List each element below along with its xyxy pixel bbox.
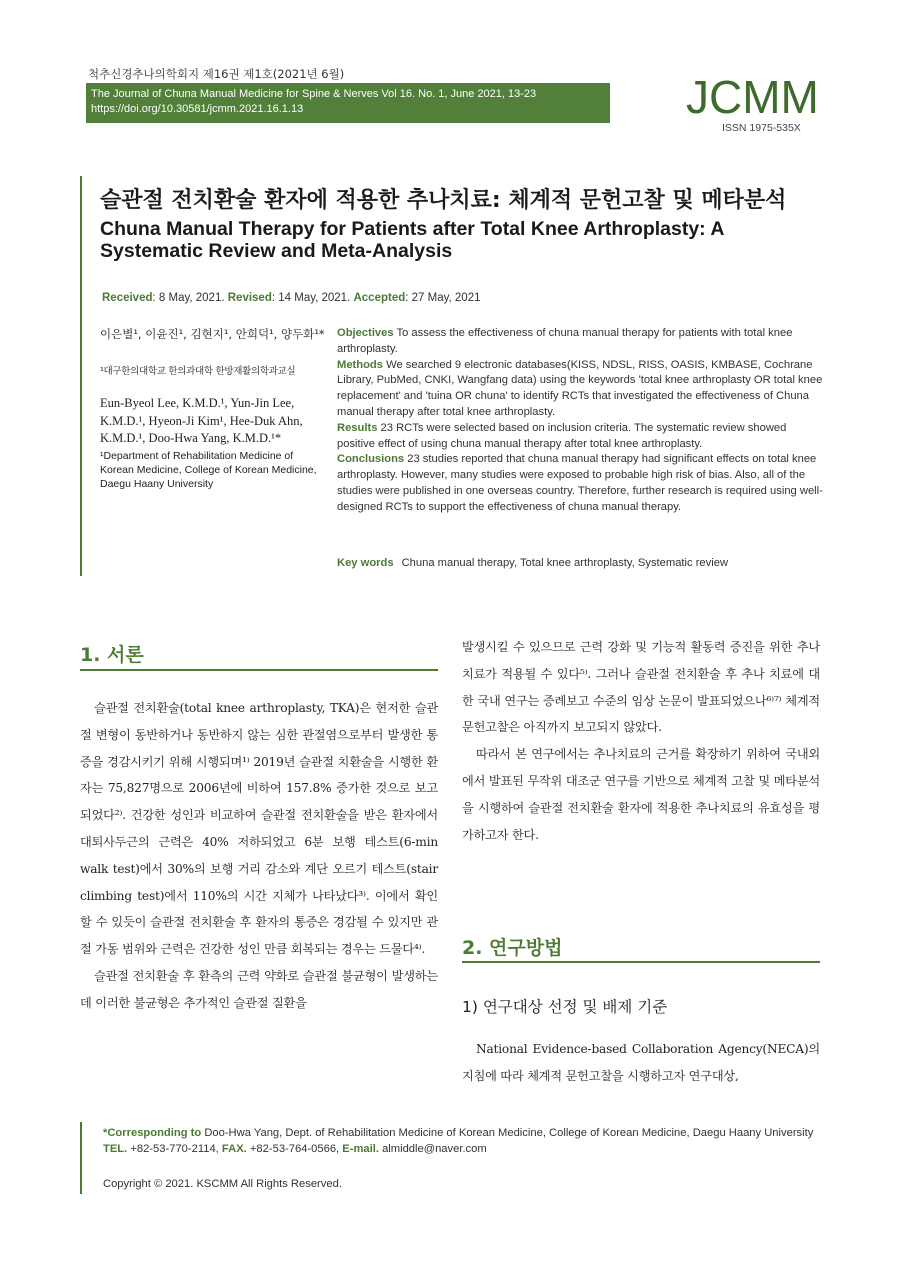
results-text: 23 RCTs were selected based on inclusion criteria. The systematic review showed positive effect of using chuna manual therapy after total knee arthroplasty.: [337, 421, 787, 450]
affiliation-en: ¹Department of Rehabilitation Medicine of Korean Medicine, College of Korean Medicine, Daegu Haany University: [100, 450, 317, 490]
copyright: Copyright © 2021. KSCMM All Rights Reserved.: [103, 1178, 342, 1190]
correspondence: [103, 1126, 823, 1157]
objectives-text: To assess the effectiveness of chuna manual therapy for patients with total knee arthroplasty.: [337, 327, 793, 355]
paragraph: National Evidence-based Collaboration Agency(NECA)의 지침에 따라 체계적 문헌고찰을 시행하고자 연구대상,: [462, 1042, 820, 1083]
revised-date: : 14 May, 2021.: [271, 292, 351, 304]
abstract-methods: [337, 358, 823, 421]
abstract-conclusions: [337, 452, 823, 515]
article-dates: [102, 292, 481, 304]
section-heading-introduction: 1. 서론: [80, 644, 144, 666]
journal-logo: JCMM: [686, 71, 819, 123]
paragraph: 슬관절 전치환술(total knee arthroplasty, TKA)은 현저한 슬관절 변형이 동반하거나 동반하지 않는 심한 관절염으로부터 발생한 통증을 경감시키기 위해 시행되며¹⁾ 2019년 슬관절 치환술을 시행한 환자는 75,827명으로 2006년에 비하여 157.8% 증가한 것으로 보고되었다²⁾. 건강한 성인과 비교하여 슬관절 전치환술을 받은 환자에서 대퇴사두근의 근력은 40% 저하되었고 6분 보행 테스트(6-min walk test)에서 30%의 보행 거리 감소와 계단 오르기 테스트(stair climbing test)에서 110%의 시간 지체가 나타났다³⁾. 이에서 확인할 수 있듯이 슬관절 전치환술 후 환자의 통증은 경감될 수 있지만 관절 가동 범위와 근력은 건강한 성인 만큼 회복되는 경우는 드물다⁴⁾.: [80, 701, 438, 957]
received-date: : 8 May, 2021.: [152, 292, 225, 304]
accepted-date: : 27 May, 2021: [405, 292, 481, 304]
results-label: Results: [337, 421, 378, 434]
paragraph: 발생시킬 수 있으므로 근력 강화 및 기능적 활동력 증진을 위한 추나치료가 적용될 수 있다⁵⁾. 그러나 슬관절 전치환술 후 추나 치료에 대한 국내 연구는 증례보고 수준의 임상 논문이 발표되었으나⁶⁾⁷⁾ 체계적 문헌고찰은 아직까지 보고되지 않았다.: [462, 640, 820, 735]
fax-label: FAX.: [221, 1142, 247, 1155]
accepted-label: Accepted: [353, 292, 406, 304]
keywords-label: Key words: [337, 557, 394, 569]
methods-label: Methods: [337, 358, 383, 371]
conclusions-text: 23 studies reported that chuna manual therapy had significant effects on total knee arthroplasty. However, many studies were exposed to probable high risk of bias. Also, all of the studies were published in one overseas country. Therefore, further research is required using well-designed RCTs to support the effectiveness of chuna manual therapy.: [337, 453, 823, 513]
affiliation-kr: ¹대구한의대학교 한의과대학 한방재활의학과교실: [100, 366, 296, 377]
body-right-column-bottom: [462, 1036, 820, 1090]
received-label: Received: [102, 292, 153, 304]
abstract-objectives: [337, 326, 823, 358]
authors-kr: 이은별¹, 이윤진¹, 김현지¹, 안희덕¹, 양두화¹*: [100, 327, 325, 341]
email-link[interactable]: almiddle@naver.com: [382, 1142, 487, 1155]
corr-label: *Corresponding to: [103, 1127, 202, 1139]
corr-text: Doo-Hwa Yang, Dept. of Rehabilitation Medicine of Korean Medicine, College of Korean Medicine, Daegu Haany University: [204, 1127, 814, 1139]
revised-label: Revised: [227, 292, 272, 304]
journal-banner: [86, 83, 610, 123]
contact-line: [103, 1142, 823, 1158]
section-rule: [462, 961, 820, 963]
journal-title-en: The Journal of Chuna Manual Medicine for Spine & Nerves Vol 16. No. 1, June 2021, 13-23: [91, 88, 537, 100]
subsection-heading: 1) 연구대상 선정 및 배제 기준: [462, 998, 668, 1016]
email-label: E-mail.: [342, 1142, 379, 1155]
abstract-results: [337, 421, 823, 453]
tel: +82-53-770-2114,: [130, 1142, 219, 1155]
body-right-column: [462, 634, 820, 848]
section-heading-methods: 2. 연구방법: [462, 937, 563, 959]
journal-title-kr: 척추신경추나의학회지 제16권 제1호(2021년 6월): [88, 67, 345, 81]
left-accent-bar: [80, 176, 82, 576]
issn: ISSN 1975-535X: [722, 122, 801, 134]
keywords: [337, 557, 823, 569]
footer-accent-bar: [80, 1122, 82, 1194]
paragraph: 슬관절 전치환술 후 환측의 근력 약화로 슬관절 불균형이 발생하는데 이러한 불균형은 추가적인 슬관절 질환을: [80, 968, 438, 1010]
authors-en: Eun-Byeol Lee, K.M.D.¹, Yun-Jin Lee, K.M.D.¹, Hyeon-Ji Kim¹, Hee-Duk Ahn, K.M.D.¹, Doo-Hwa Yang, K.M.D.¹*: [100, 396, 303, 445]
doi-link[interactable]: https://doi.org/10.30581/jcmm.2021.16.1.13: [91, 103, 304, 115]
keywords-text: Chuna manual therapy, Total knee arthroplasty, Systematic review: [401, 557, 729, 569]
article-title-en: Chuna Manual Therapy for Patients after Total Knee Arthroplasty: A Systematic Review and Meta-Analysis: [100, 218, 724, 262]
article-title-kr: 슬관절 전치환술 환자에 적용한 추나치료: 체계적 문헌고찰 및 메타분석: [100, 188, 787, 213]
conclusions-label: Conclusions: [337, 453, 405, 466]
objectives-label: Objectives: [337, 327, 394, 339]
section-rule: [80, 669, 438, 671]
paragraph: 따라서 본 연구에서는 추나치료의 근거를 확장하기 위하여 국내외에서 발표된 무작위 대조군 연구를 기반으로 체계적 고찰 및 메타분석을 시행하여 슬관절 전치환술 환자에 적용한 추나치료의 유효성을 평가하고자 한다.: [462, 747, 820, 842]
body-left-column: [80, 695, 438, 1017]
fax: +82-53-764-0566,: [249, 1142, 340, 1155]
correspondence-line: [103, 1126, 823, 1142]
tel-label: TEL.: [103, 1142, 128, 1155]
abstract: [337, 326, 823, 516]
methods-text: We searched 9 electronic databases(KISS, NDSL, RISS, OASIS, KMBASE, Cochrane Library, PubMed, CNKI, Wangfang data) using the keywords 'total knee arthroplasty OR total knee replacement' and 'tuina OR chuna' to identify RCTs that investigated the effectiveness of Chuna manual therapy after total knee arthroplasty.: [337, 358, 823, 418]
